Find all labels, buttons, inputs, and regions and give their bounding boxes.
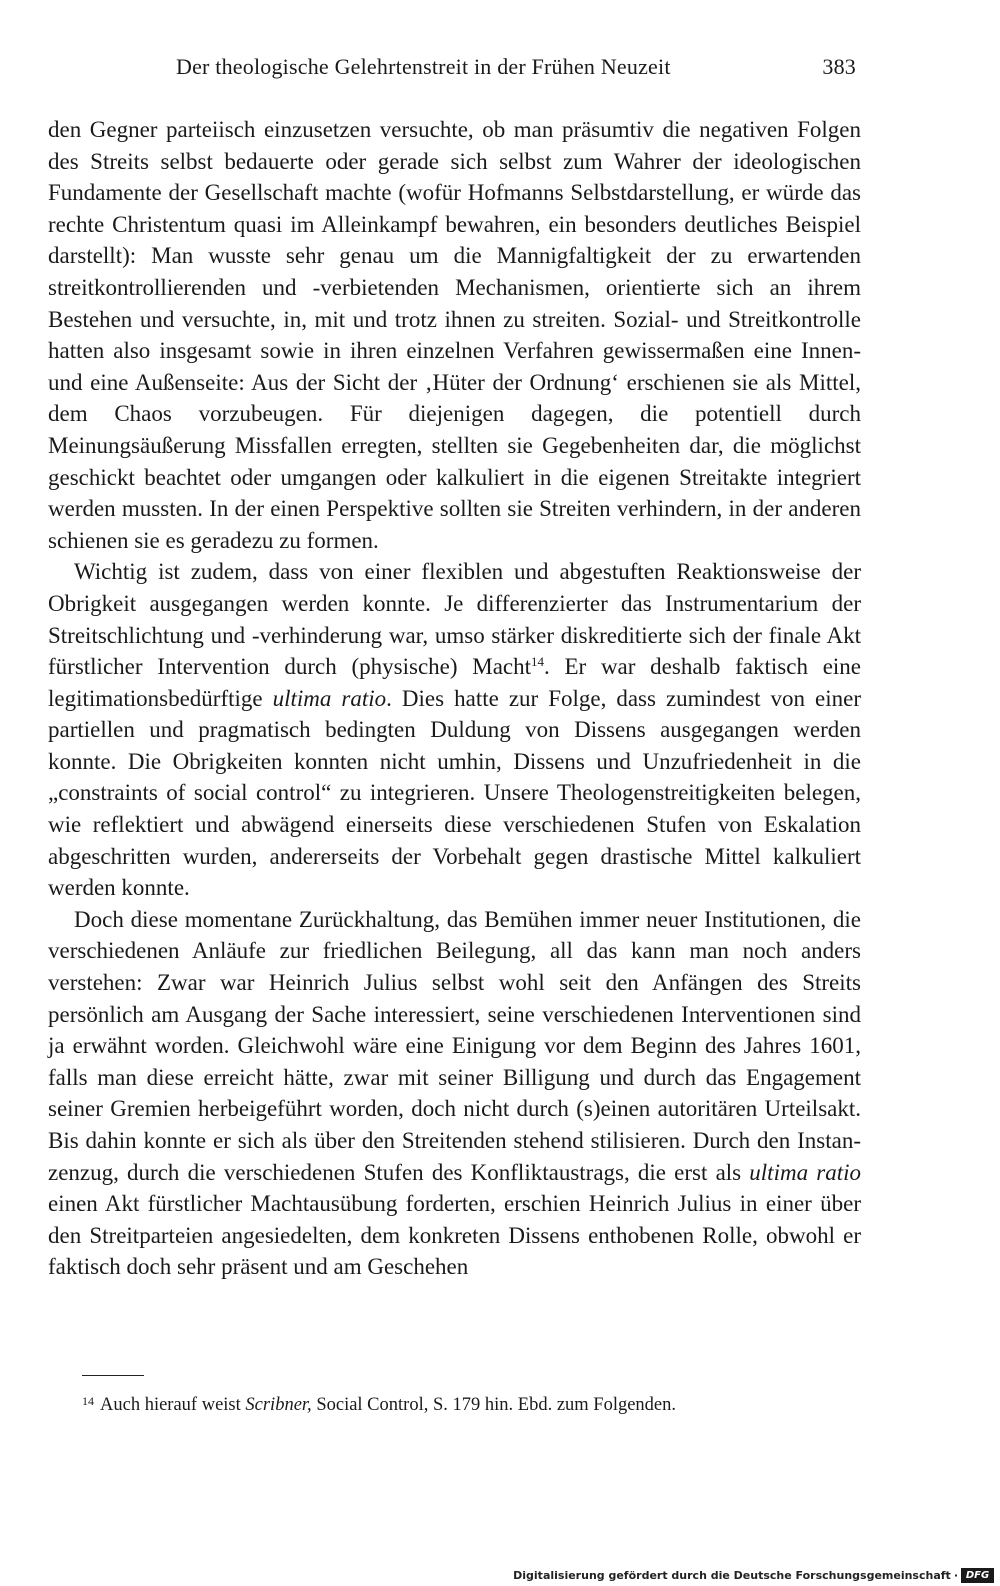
paragraph-3-text-b: einen Akt fürstlicher Machtausübung forderten, erschien Heinrich Julius in einer über den Streitparteien angesiedelten, dem konkreten Dissens enthobenen Rolle, obwohl er faktisch doch sehr präsent und am Geschehen [48,1191,861,1280]
digitization-notice [513,1569,958,1582]
footnote-reference: 14 [531,654,545,670]
footnote [82,1389,852,1417]
paragraph-2 [48,556,861,904]
footnote-text-a: Auch hierauf weist [100,1395,246,1415]
paragraph-3-italic: ultima ratio [749,1159,861,1185]
page-number: 383 [822,54,856,79]
footnote-text-b: Social Control, S. 179 hin. Ebd. zum Folgenden. [311,1395,677,1415]
notice-separator: · [953,1569,958,1582]
paragraph-2-italic: ultima ratio [272,685,387,711]
paragraph-2-text-a: Wichtig ist zudem, dass von einer flexiblen und abgestuften Reaktionsweise der Obrigkeit ausgegangen werden konnte. Je differenzierter das Instrumentarium der Streitschlichtung und -verhinderung war, umso stärker diskreditierte sich der finale Akt fürstlicher Intervention durch (physische) Macht [48,559,861,680]
paragraph-2-text-b: . Er war deshalb faktisch eine legitimationsbedürftige [48,654,861,711]
paragraph-3-text-a: Doch diese momentane Zurückhaltung, das Bemühen immer neuer Institutionen, die verschiedenen Anläufe zur friedlichen Beilegung, all das kann man noch anders verstehen: Zwar war Heinrich Julius selbst wohl seit den Anfängen des Streits persönlich am Ausgang der Sache interessiert, seine verschiedenen Interventionen sind ja erwähnt worden. Gleichwohl wäre eine Einigung vor dem Beginn des Jahres 1601, falls man diese erreicht hätte, zwar mit seiner Billigung und durch das Engagement seiner Gremien herbeigeführt worden, doch nicht durch (s)einen autoritären Urteilsakt. Bis dahin konnte er sich als über den Streitenden stehend stilisieren. Durch den Instanzenzug, durch die verschiedenen Stufen des Konfliktaustrags, die erst als [48,906,861,1185]
dfg-logo: DFG [961,1568,994,1583]
paragraph-1: den Gegner parteiisch einzusetzen versuchte, ob man präsumtiv die negativen Folgen des Streits selbst bedauerte oder gerade sich selbst zum Wahrer der ideologischen Fundamente der Gesellschaft machte (wofür Hofmanns Selbstdarstellung, er würde das rechte Christentum quasi im Alleinkampf bewahren, ein besonders deutliches Beispiel darstellt): Man wusste sehr genau um die Mannigfaltigkeit der zu erwartenden streitkontrollierenden und -verbietenden Mechanismen, orientierte sich an ihrem Bestehen und versuchte, in, mit und trotz ihnen zu streiten. Sozial- und Streitkontrolle hatten also insgesamt sowie in ihren einzelnen Verfahren gewissermaßen eine Innen- und eine Außenseite: Aus der Sicht der ‚Hüter der Ordnung‘ erschienen sie als Mittel, dem Chaos vorzubeugen. Für diejenigen dagegen, die potentiell durch Meinungsäußerung Missfallen erregten, stellten sie Gegebenheiten dar, die möglichst geschickt beachtet oder umgangen oder kalkuliert in die eigenen Streitakte integriert werden mussten. In der einen Perspektive sollten sie Streiten verhindern, in der anderen schienen sie es geradezu zu formen. [48,117,861,553]
digitization-text: Digitalisierung gefördert durch die Deutsche Forschungsgemeinschaft [513,1569,951,1582]
paragraph-2-text-c: . Dies hatte zur Folge, dass zumindest von einer partiellen und pragmatisch bedingten Duldung von Dissens ausgegangen werden konnte. Die Obrigkeiten konnten nicht umhin, Dissens und Unzufriedenheit in die „constraints of social control“ zu integrieren. Unsere Theologenstreitigkeiten belegen, wie reflektiert und abwägend einerseits diese verschiedenen Stufen von Eskalation abgeschritten wurden, andererseits der Vorbehalt gegen drastische Mittel kalkuliert werden konnte. [48,685,862,901]
page-header [48,54,856,88]
running-head: Der theologische Gelehrtenstreit in der Frühen Neuzeit [176,54,671,79]
footnote-divider [82,1375,144,1376]
paragraph-3 [48,904,861,1283]
main-text [48,114,861,1283]
footnote-author: Scribner, [245,1395,312,1415]
footnote-number: 14 [82,1394,94,1408]
